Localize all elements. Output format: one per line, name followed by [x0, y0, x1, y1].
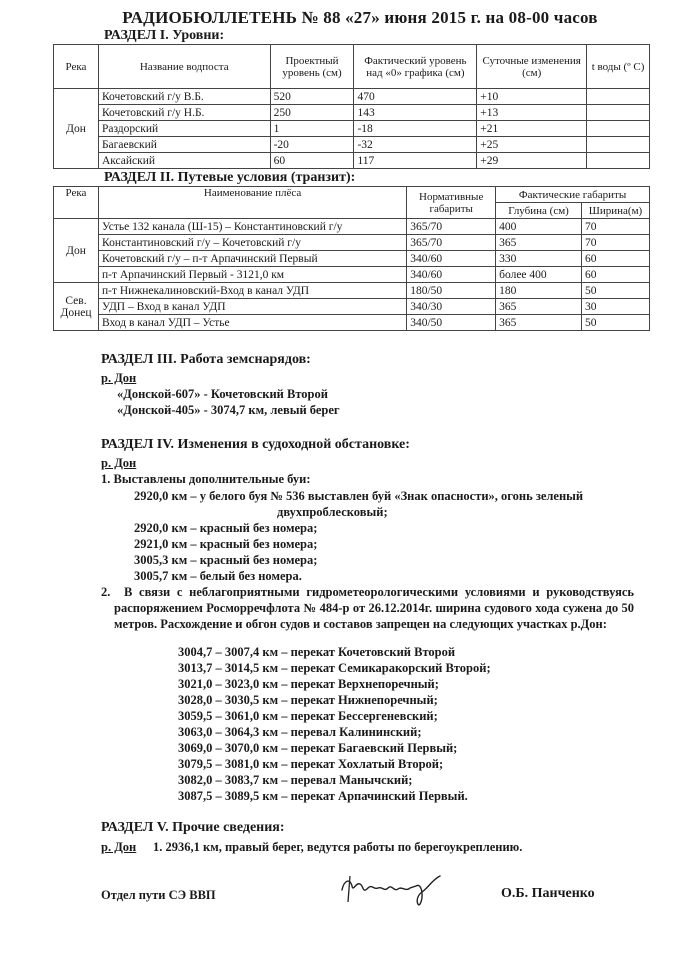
table-row	[54, 89, 650, 105]
signature-image	[336, 868, 446, 910]
fact-depth: более 400	[496, 267, 582, 283]
table-row	[54, 315, 650, 331]
table-row	[54, 105, 650, 121]
actual-level: 117	[354, 153, 477, 169]
station-name: Кочетовский г/у В.Б.	[98, 89, 270, 105]
norm-dims: 340/60	[407, 251, 496, 267]
levels-header-river: Река	[54, 45, 99, 89]
restricted-sections-list	[178, 644, 491, 804]
bulletin-title: РАДИОБЮЛЛЕТЕНЬ № 88 «27» июня 2015 г. на 08-00 часов	[122, 8, 598, 27]
actual-level: -18	[354, 121, 477, 137]
fact-width: 50	[581, 283, 649, 299]
restricted-section: 3069,0 – 3070,0 км – перекат Багаевский Первый;	[178, 741, 458, 755]
transit-header-width: Ширина(м)	[581, 203, 649, 219]
design-level: 250	[270, 105, 354, 121]
buoy-line: 2920,0 км – у белого буя № 536 выставлен буй «Знак опасности», огонь зеленый	[134, 489, 584, 503]
item-2-text: В связи с неблагоприятными гидрометеорологическими условиями и руководствуясь распоряжением Росморречфлота № 484-р от 26.12.2014г. ширина судового хода сужена до 50 метров. Расхождение и обгон судов и составов запрещен на следующих участках р.Дон:	[114, 585, 634, 631]
fact-depth: 180	[496, 283, 582, 299]
transit-header-norm: Нормативные габариты	[407, 187, 496, 219]
norm-dims: 180/50	[407, 283, 496, 299]
levels-header-temp: t воды (º С)	[587, 45, 650, 89]
buoys-item-heading: 1. Выставлены дополнительные буи:	[101, 472, 311, 486]
table-row	[54, 137, 650, 153]
norm-dims: 340/60	[407, 267, 496, 283]
table-row	[54, 153, 650, 169]
transit-header-row	[54, 187, 650, 203]
reach-name: п-т Арпачинский Первый - 3121,0 км	[98, 267, 406, 283]
levels-river-cell: Дон	[54, 89, 99, 169]
table-row	[54, 235, 650, 251]
dredger-line: «Донской-607» - Кочетовский Второй	[117, 387, 328, 401]
fact-width: 60	[581, 267, 649, 283]
fact-depth: 365	[496, 299, 582, 315]
reach-name: Устье 132 канала (Ш-15) – Константиновский г/у	[98, 219, 406, 235]
actual-level: 470	[354, 89, 477, 105]
levels-header-design: Проектный уровень (см)	[270, 45, 354, 89]
reach-name: Константиновский г/у – Кочетовский г/у	[98, 235, 406, 251]
section-2-heading: РАЗДЕЛ II. Путевые условия (транзит):	[104, 170, 356, 185]
norm-dims: 340/30	[407, 299, 496, 315]
buoy-line-continuation: двухпроблесковый;	[277, 505, 388, 519]
table-row	[54, 283, 650, 299]
fact-width: 50	[581, 315, 649, 331]
restricted-section: 3028,0 – 3030,5 км – перекат Нижнепоречный;	[178, 693, 438, 707]
levels-header-actual: Фактический уровень над «0» графика (см)	[354, 45, 477, 89]
actual-level: 143	[354, 105, 477, 121]
restricted-section: 3013,7 – 3014,5 км – перекат Семикаракорский Второй;	[178, 661, 491, 675]
buoy-line: 2921,0 км – красный без номера;	[134, 537, 318, 551]
levels-header-row	[54, 45, 650, 89]
design-level: 60	[270, 153, 354, 169]
fact-depth: 400	[496, 219, 582, 235]
transit-header-fact: Фактические габариты	[496, 187, 650, 203]
transit-header-reach: Наименование плёса	[98, 187, 406, 219]
section-3-river: р. Дон	[101, 371, 137, 385]
daily-change: +10	[477, 89, 587, 105]
table-row	[54, 251, 650, 267]
actual-level: -32	[354, 137, 477, 153]
restricted-section: 3004,7 – 3007,4 км – перекат Кочетовский Второй	[178, 645, 456, 659]
transit-river-don: Дон	[54, 219, 99, 283]
section-1-heading: РАЗДЕЛ I. Уровни:	[104, 28, 225, 43]
table-row	[54, 267, 650, 283]
department-name: Отдел пути СЭ ВВП	[101, 888, 216, 902]
table-row	[54, 299, 650, 315]
transit-header-river: Река	[54, 187, 99, 219]
transit-river-sev-donets: Сев. Донец	[54, 283, 99, 331]
transit-table	[53, 186, 650, 331]
signatory-name: О.Б. Панченко	[501, 886, 595, 901]
station-name: Багаевский	[98, 137, 270, 153]
daily-change: +21	[477, 121, 587, 137]
water-temp	[587, 89, 650, 105]
restricted-section: 3087,5 – 3089,5 км – перекат Арпачинский Первый.	[178, 789, 468, 803]
station-name: Аксайский	[98, 153, 270, 169]
levels-table	[53, 44, 650, 169]
fact-depth: 330	[496, 251, 582, 267]
restricted-section: 3063,0 – 3064,3 км – перевал Калининский;	[178, 725, 422, 739]
transit-header-depth: Глубина (см)	[496, 203, 582, 219]
daily-change: +25	[477, 137, 587, 153]
table-row	[54, 219, 650, 235]
daily-change: +13	[477, 105, 587, 121]
reach-name: Вход в канал УДП – Устье	[98, 315, 406, 331]
levels-header-change: Суточные изменения (см)	[477, 45, 587, 89]
reach-name: п-т Нижнекалиновский-Вход в канал УДП	[98, 283, 406, 299]
water-temp	[587, 137, 650, 153]
reach-name: Кочетовский г/у – п-т Арпачинский Первый	[98, 251, 406, 267]
norm-dims: 365/70	[407, 235, 496, 251]
buoy-line: 3005,3 км – красный без номера;	[134, 553, 318, 567]
restricted-section: 3021,0 – 3023,0 км – перекат Верхнепоречный;	[178, 677, 439, 691]
water-temp	[587, 121, 650, 137]
design-level: 1	[270, 121, 354, 137]
daily-change: +29	[477, 153, 587, 169]
norm-dims: 365/70	[407, 219, 496, 235]
fact-depth: 365	[496, 315, 582, 331]
section-4-river: р. Дон	[101, 456, 137, 470]
fact-width: 30	[581, 299, 649, 315]
fact-width: 70	[581, 235, 649, 251]
restricted-section: 3082,0 – 3083,7 км – перевал Манычский;	[178, 773, 413, 787]
restricted-section: 3059,5 – 3061,0 км – перекат Бессергеневский;	[178, 709, 438, 723]
other-info-line: 1. 2936,1 км, правый берег, ведутся работы по берегоукреплению.	[153, 840, 523, 854]
dredger-line: «Донской-405» - 3074,7 км, левый берег	[117, 403, 340, 417]
station-name: Кочетовский г/у Н.Б.	[98, 105, 270, 121]
section-5-heading: РАЗДЕЛ V. Прочие сведения:	[101, 820, 285, 835]
design-level: 520	[270, 89, 354, 105]
water-temp	[587, 105, 650, 121]
item-2-number: 2.	[101, 585, 111, 599]
design-level: -20	[270, 137, 354, 153]
buoy-line: 2920,0 км – красный без номера;	[134, 521, 318, 535]
buoy-line: 3005,7 км – белый без номера.	[134, 569, 302, 583]
table-row	[54, 121, 650, 137]
section-4-heading: РАЗДЕЛ IV. Изменения в судоходной обстановке:	[101, 437, 410, 452]
levels-header-station: Название водпоста	[98, 45, 270, 89]
norm-dims: 340/50	[407, 315, 496, 331]
water-temp	[587, 153, 650, 169]
fact-depth: 365	[496, 235, 582, 251]
restricted-section: 3079,5 – 3081,0 км – перекат Хохлатый Второй;	[178, 757, 444, 771]
fact-width: 70	[581, 219, 649, 235]
section-3-heading: РАЗДЕЛ III. Работа земснарядов:	[101, 352, 311, 367]
section-5-river: р. Дон	[101, 840, 137, 854]
reach-name: УДП – Вход в канал УДП	[98, 299, 406, 315]
fact-width: 60	[581, 251, 649, 267]
station-name: Раздорский	[98, 121, 270, 137]
